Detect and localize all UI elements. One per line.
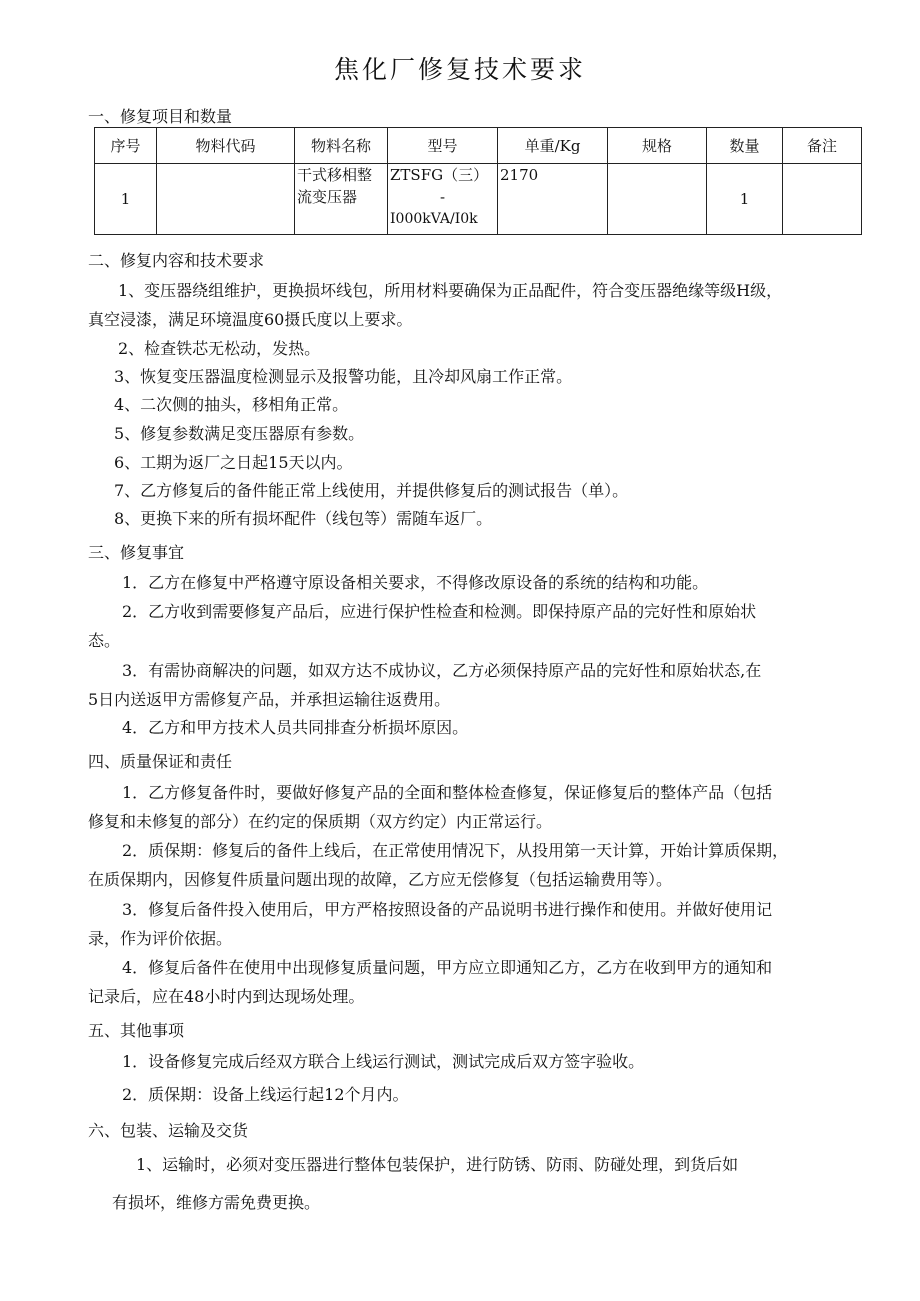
paragraph: 2．质保期：设备上线运行起12个月内。 (122, 1085, 409, 1104)
paragraph: 修复和未修复的部分）在约定的保质期（双方约定）内正常运行。 (88, 812, 553, 831)
page-title: 焦化厂修复技术要求 (333, 55, 586, 84)
paragraph: 3．有需协商解决的问题，如双方达不成协议，乙方必须保持原产品的完好性和原始状态,在 (122, 661, 762, 680)
table-header-row (95, 128, 862, 164)
cell-remark (783, 164, 862, 235)
items-table (94, 127, 862, 235)
model-line: ZTSFG（三） (390, 166, 489, 184)
cell-name: 干式移相整流变压器 (295, 164, 388, 235)
paragraph: 录，作为评价依据。 (88, 929, 233, 948)
paragraph: 1、运输时，必须对变压器进行整体包装保护，进行防锈、防雨、防碰处理，到货后如 (136, 1155, 739, 1174)
column-header: 数量 (707, 128, 783, 164)
model-line: I000kVA/I0k (390, 211, 478, 227)
paragraph: 1、变压器绕组维护，更换损坏线包，所用材料要确保为正品配件，符合变压器绝缘等级H级， (118, 281, 783, 300)
model-line: - (439, 188, 446, 206)
paragraph: 4．修复后备件在使用中出现修复质量问题，甲方应立即通知乙方，乙方在收到甲方的通知和 (122, 958, 773, 977)
paragraph: 1．设备修复完成后经双方联合上线运行测试，测试完成后双方签字验收。 (122, 1052, 645, 1071)
paragraph: 2．质保期：修复后的备件上线后，在正常使用情况下，从投用第一天计算，开始计算质保期， (122, 841, 789, 860)
paragraph: 8、更换下来的所有损坏配件（线包等）需随车返厂。 (114, 509, 493, 528)
section-heading-quality: 四、质量保证和责任 (88, 752, 233, 771)
section-heading-packaging: 六、包装、运输及交货 (88, 1121, 249, 1140)
paragraph: 5日内送返甲方需修复产品，并承担运输往返费用。 (88, 690, 451, 709)
paragraph: 真空浸漆，满足环境温度60摄氏度以上要求。 (88, 310, 413, 329)
cell-model (388, 164, 498, 235)
cell-seq: 1 (95, 164, 157, 235)
column-header: 型号 (388, 128, 498, 164)
paragraph: 记录后，应在48小时内到达现场处理。 (88, 987, 365, 1006)
paragraph: 4、二次侧的抽头，移相角正常。 (114, 395, 349, 414)
paragraph: 3．修复后备件投入使用后，甲方严格按照设备的产品说明书进行操作和使用。并做好使用记 (122, 900, 773, 919)
paragraph: 1．乙方在修复中严格遵守原设备相关要求，不得修改原设备的系统的结构和功能。 (122, 573, 709, 592)
cell-qty: 1 (707, 164, 783, 235)
section-heading-other: 五、其他事项 (88, 1021, 185, 1040)
paragraph: 7、乙方修复后的备件能正常上线使用，并提供修复后的测试报告（单）。 (114, 481, 629, 500)
table-row (95, 164, 862, 235)
paragraph: 4．乙方和甲方技术人员共同排查分析损坏原因。 (122, 718, 469, 737)
column-header: 规格 (608, 128, 707, 164)
cell-code (157, 164, 295, 235)
section-heading-content: 二、修复内容和技术要求 (88, 251, 265, 270)
column-header: 物料代码 (157, 128, 295, 164)
column-header: 单重/Kg (498, 128, 608, 164)
paragraph: 2．乙方收到需要修复产品后，应进行保护性检查和检测。即保持原产品的完好性和原始状 (122, 602, 757, 621)
paragraph: 有损坏，维修方需免费更换。 (112, 1193, 321, 1212)
paragraph: 在质保期内，因修复件质量问题出现的故障，乙方应无偿修复（包括运输费用等）。 (88, 870, 673, 889)
column-header: 序号 (95, 128, 157, 164)
paragraph: 3、恢复变压器温度检测显示及报警功能，且冷却风扇工作正常。 (114, 367, 573, 386)
paragraph: 1．乙方修复备件时，要做好修复产品的全面和整体检查修复，保证修复后的整体产品（包括 (122, 783, 773, 802)
paragraph: 2、检查铁芯无松动，发热。 (118, 339, 321, 358)
cell-weight: 2170 (498, 164, 608, 235)
paragraph: 6、工期为返厂之日起15天以内。 (114, 453, 353, 472)
section-heading-matters: 三、修复事宜 (88, 543, 185, 562)
paragraph: 5、修复参数满足变压器原有参数。 (114, 424, 365, 443)
section-heading-items: 一、修复项目和数量 (88, 107, 233, 126)
paragraph: 态。 (88, 631, 121, 650)
cell-spec (608, 164, 707, 235)
column-header: 物料名称 (295, 128, 388, 164)
column-header: 备注 (783, 128, 862, 164)
